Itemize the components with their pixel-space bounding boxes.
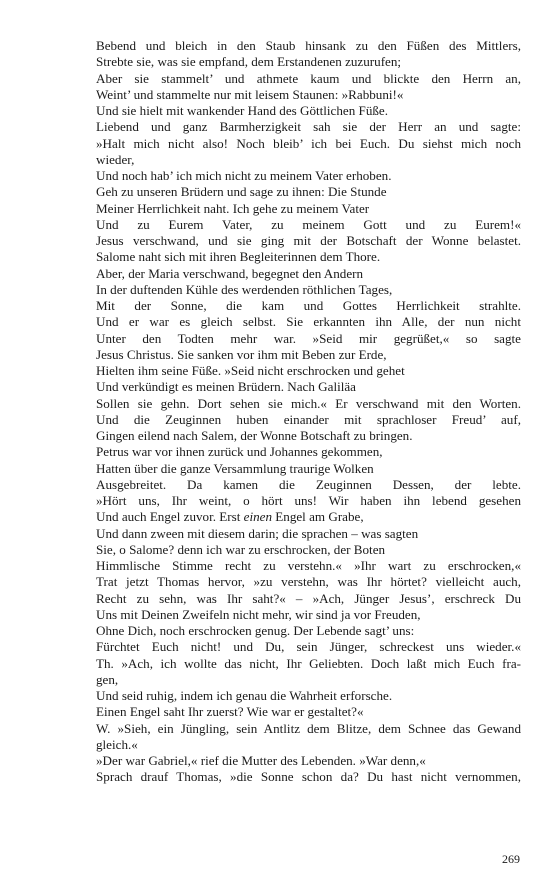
text-line: W. »Sieh, ein Jüngling, sein Antlitz dem Blitze, dem Schnee das Gewand	[96, 720, 521, 736]
text-line: Und verkündigt es meinen Brüdern. Nach Galiläa	[96, 379, 356, 395]
text-line: Liebend und ganz Barmherzigkeit sah sie der Herr an und sagte:	[96, 119, 521, 135]
page-number: 269	[502, 852, 520, 866]
text-line: Und dann zween mit diesem darin; die sprachen – was sagten	[96, 525, 419, 541]
text-line: gleich.«	[96, 736, 138, 752]
text-line: Sprach drauf Thomas, »die Sonne schon da? Du hast nicht vernommen,	[96, 769, 521, 785]
text-line: Hielten ihm seine Füße. »Seid nicht erschrocken und gehet	[96, 363, 405, 378]
text-line: »Halt mich nicht also! Noch bleib’ ich bei Euch. Du siehst mich noch	[96, 135, 521, 151]
text-line: »Der war Gabriel,« rief die Mutter des Lebenden. »War denn,«	[96, 753, 426, 768]
text-line: Sollen sie gehn. Dort sehen sie mich.« Er verschwand mit den Worten.	[96, 395, 521, 411]
text-line: Fürchtet Euch nicht! und Du, sein Jünger, schreckest uns wieder.«	[96, 639, 521, 655]
text-line: Strebte sie, was sie empfand, dem Erstandenen zuzurufen;	[96, 54, 402, 70]
text-line: Petrus war vor ihnen zurück und Johannes gekommen,	[96, 444, 383, 460]
text-line: In der duftenden Kühle des werdenden röthlichen Tages,	[96, 281, 393, 297]
text-line: Jesus verschwand, und sie ging mit der Botschaft der Wonne belastet.	[96, 233, 521, 248]
text-line: Hatten über die ganze Versammlung traurige Wolken	[96, 460, 374, 476]
text-line: Meiner Herrlichkeit naht. Ich gehe zu meinem Vater	[96, 200, 370, 216]
text-line: Th. »Ach, ich wollte das nicht, Ihr Geliebten. Doch laßt mich Euch fra-	[96, 655, 521, 671]
emphasized-word: einen	[243, 509, 272, 525]
text-line: Und sie hielt mit wankender Hand des Göttlichen Füße.	[96, 103, 389, 118]
text-line: Ohne Dich, noch erschrocken genug. Der Lebende sagt’ uns:	[96, 623, 415, 638]
text-line: Mit der Sonne, die kam und Gottes Herrlichkeit strahlte.	[96, 298, 521, 313]
text-line: Und die Zeuginnen huben einander mit sprachloser Freud’ auf,	[96, 411, 521, 427]
text-line: Und er war es gleich selbst. Sie erkannten ihn Alle, der nun nicht	[96, 314, 521, 330]
text-line: gen,	[96, 671, 119, 687]
poem-text	[96, 38, 521, 786]
text-line: Aber sie stammelt’ und athmete kaum und blickte den Herrn an,	[96, 70, 521, 86]
text-line: Und seid ruhig, indem ich genau die Wahrheit erforsche.	[96, 688, 393, 703]
text-line: wieder,	[96, 151, 135, 167]
text-line	[96, 509, 521, 525]
text-line: Uns mit Deinen Zweifeln nicht mehr, wir sind ja vor Freuden,	[96, 606, 421, 622]
text-line: Bebend und bleich in den Staub hinsank zu den Füßen des Mittlers,	[96, 38, 521, 53]
text-line: Salome naht sich mit ihren Begleiterinnen dem Thore.	[96, 249, 381, 265]
text-line: Unter den Todten mehr war. »Seid mir gegrüßet,« so sagte	[96, 330, 521, 346]
text-run: Und auch Engel zuvor. Erst	[96, 509, 244, 525]
text-line: Und zu Eurem Vater, zu meinem Gott und zu Eurem!«	[96, 216, 521, 232]
text-line: Jesus Christus. Sie sanken vor ihm mit Beben zur Erde,	[96, 346, 387, 362]
text-line: Einen Engel saht Ihr zuerst? Wie war er gestaltet?«	[96, 704, 364, 720]
text-run: Engel am Grabe,	[272, 509, 364, 525]
text-line: Trat jetzt Thomas hervor, »zu verstehn, was Ihr hörtet? vielleicht auch,	[96, 574, 521, 590]
text-line: Geh zu unseren Brüdern und sage zu ihnen: Die Stunde	[96, 184, 387, 200]
text-line: Recht zu sehn, was Ihr saht?« – »Ach, Jünger Jesus’, erschreck Du	[96, 590, 521, 606]
text-line: Gingen eilend nach Salem, der Wonne Botschaft zu bringen.	[96, 428, 413, 443]
text-line: Und noch hab’ ich mich nicht zu meinem Vater erhoben.	[96, 168, 392, 183]
text-line: Weint’ und stammelte nur mit leisem Staunen: »Rabbuni!«	[96, 86, 404, 102]
text-line: »Hört uns, Ihr weint, o hört uns! Wir haben ihn lebend gesehen	[96, 493, 521, 508]
text-line: Sie, o Salome? denn ich war zu erschrocken, der Boten	[96, 541, 386, 557]
text-line: Ausgebreitet. Da kamen die Zeuginnen Dessen, der lebte.	[96, 476, 521, 492]
text-line: Himmlische Stimme recht zu verstehn.« »Ihr wart zu erschrocken,«	[96, 558, 521, 573]
text-line: Aber, der Maria verschwand, begegnet den Andern	[96, 265, 364, 281]
